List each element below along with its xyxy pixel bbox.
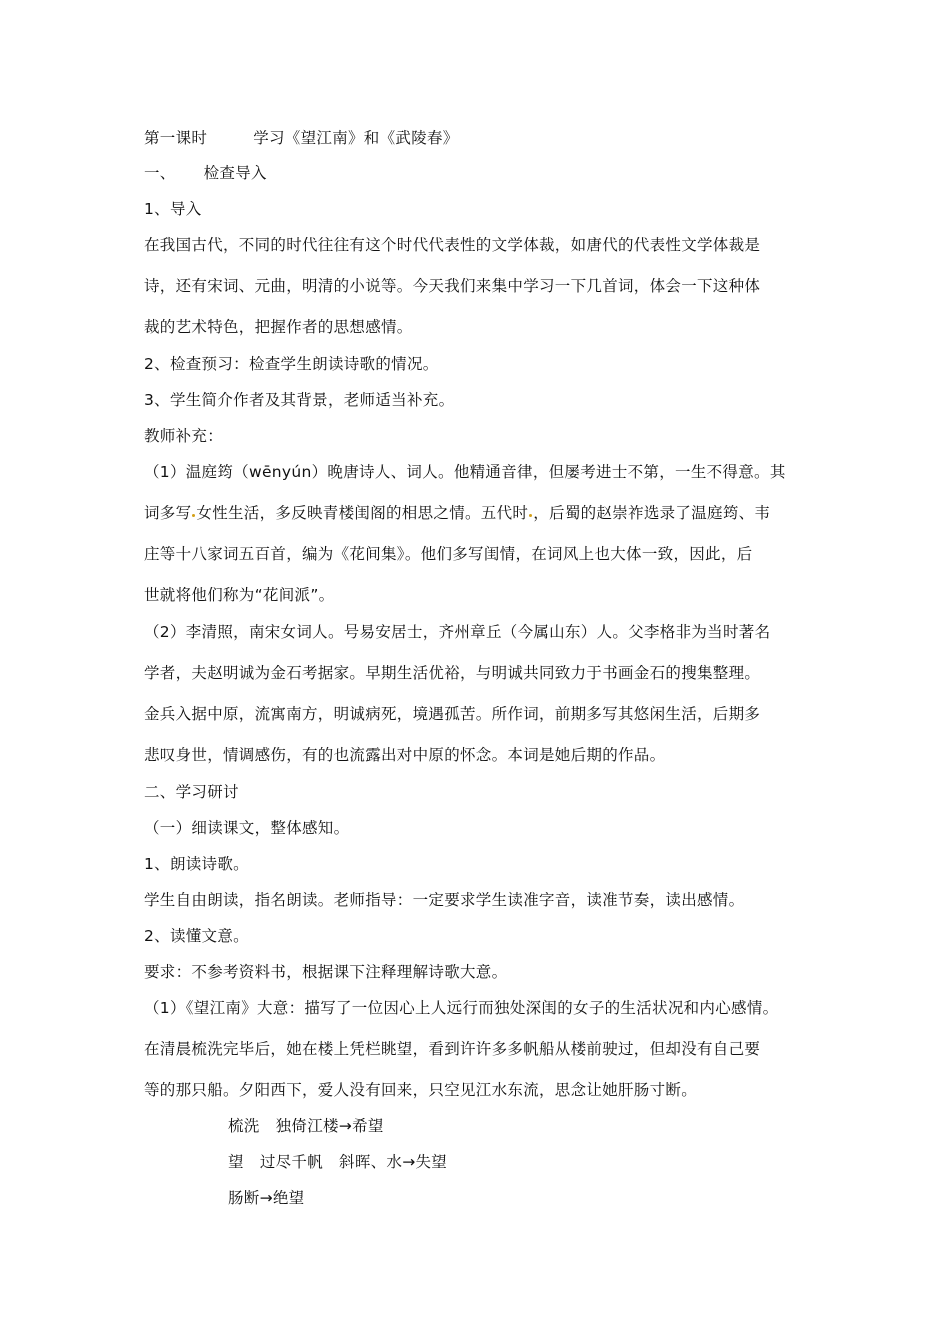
text-segment: 女性生活，多反映青楼闺阁的相思之情。五代时 bbox=[196, 504, 529, 522]
paragraph-line: 学者，夫赵明诚为金石考据家。早期生活优裕，与明诚共同致力于书画金石的搜集整理。 bbox=[144, 664, 761, 682]
paragraph-line: （2）李清照，南宋女词人。号易安居士，齐州章丘（今属山东）人。父李格非为当时著名 bbox=[144, 623, 771, 641]
paragraph-line: 在清晨梳洗完毕后，她在楼上凭栏眺望，看到许许多多帆船从楼前驶过，但却没有自己要 bbox=[144, 1040, 761, 1058]
paragraph-line: 在我国古代，不同的时代往往有这个时代代表性的文学体裁，如唐代的代表性文学体裁是 bbox=[144, 236, 761, 254]
paragraph-line: 庄等十八家词五百首，编为《花间集》。他们多写闺情，在词风上也大体一致，因此，后 bbox=[144, 545, 753, 563]
outline-row: 肠断→绝望 bbox=[228, 1189, 305, 1207]
outline-row bbox=[228, 1116, 384, 1136]
lesson-title bbox=[144, 128, 459, 148]
paragraph-line: 等的那只船。夕阳西下，爱人没有回来，只空见江水东流，思念让她肝肠寸断。 bbox=[144, 1081, 698, 1099]
outline-row bbox=[228, 1152, 447, 1172]
outline-item: 独倚江楼→希望 bbox=[275, 1117, 384, 1135]
mark-dot bbox=[192, 514, 195, 517]
paragraph-line: 学生自由朗读，指名朗读。老师指导：一定要求学生读准字音，读准节奏，读出感情。 bbox=[144, 891, 745, 909]
mark-dot bbox=[529, 514, 532, 517]
paragraph-line: 裁的艺术特色，把握作者的思想感情。 bbox=[144, 318, 413, 336]
lesson-title-prefix: 第一课时 bbox=[144, 129, 208, 147]
outline-item: 过尽千帆 bbox=[259, 1153, 324, 1171]
paragraph-line: 世就将他们称为“花间派”。 bbox=[144, 586, 335, 604]
subsection-heading: （一）细读课文，整体感知。 bbox=[144, 819, 350, 837]
section-heading-1 bbox=[144, 163, 267, 183]
paragraph-line: 悲叹身世，情调感伤，有的也流露出对中原的怀念。本词是她后期的作品。 bbox=[144, 746, 666, 764]
section-heading-2: 二、学习研讨 bbox=[144, 783, 239, 801]
intro-heading: 1、导入 bbox=[144, 200, 202, 218]
paragraph-line: （1）温庭筠（wēnyún）晚唐诗人、词人。他精通音律，但屡考进士不第，一生不得意。其 bbox=[144, 463, 786, 481]
paragraph-line: 要求：不参考资料书，根据课下注释理解诗歌大意。 bbox=[144, 963, 508, 981]
outline-item: 梳洗 bbox=[228, 1117, 260, 1135]
step-heading: 1、朗读诗歌。 bbox=[144, 855, 249, 873]
authors-intro-line: 3、学生简介作者及其背景，老师适当补充。 bbox=[144, 391, 455, 409]
paragraph-line: 金兵入据中原，流寓南方，明诚病死，境遇孤苦。所作词，前期多写其悠闲生活，后期多 bbox=[144, 705, 761, 723]
section-number: 一、 bbox=[144, 164, 176, 182]
text-segment: 词多写 bbox=[144, 504, 192, 522]
paragraph-line: （1）《望江南》大意：描写了一位因心上人远行而独处深闺的女子的生活状况和内心感情。 bbox=[144, 999, 779, 1017]
section-title: 检查导入 bbox=[203, 164, 267, 182]
step-heading: 2、读懂文意。 bbox=[144, 927, 249, 945]
text-segment: ，后蜀的赵崇祚选录了温庭筠、韦 bbox=[533, 504, 771, 522]
outline-item: 斜晖、水→失望 bbox=[339, 1153, 448, 1171]
outline-item: 望 bbox=[228, 1153, 244, 1171]
lesson-title-main: 学习《望江南》和《武陵春》 bbox=[253, 129, 459, 147]
teacher-supplement-label: 教师补充： bbox=[144, 427, 224, 445]
preview-line: 2、检查预习：检查学生朗读诗歌的情况。 bbox=[144, 355, 439, 373]
paragraph-line bbox=[144, 503, 770, 523]
paragraph-line: 诗，还有宋词、元曲，明清的小说等。今天我们来集中学习一下几首词，体会一下这种体 bbox=[144, 277, 761, 295]
